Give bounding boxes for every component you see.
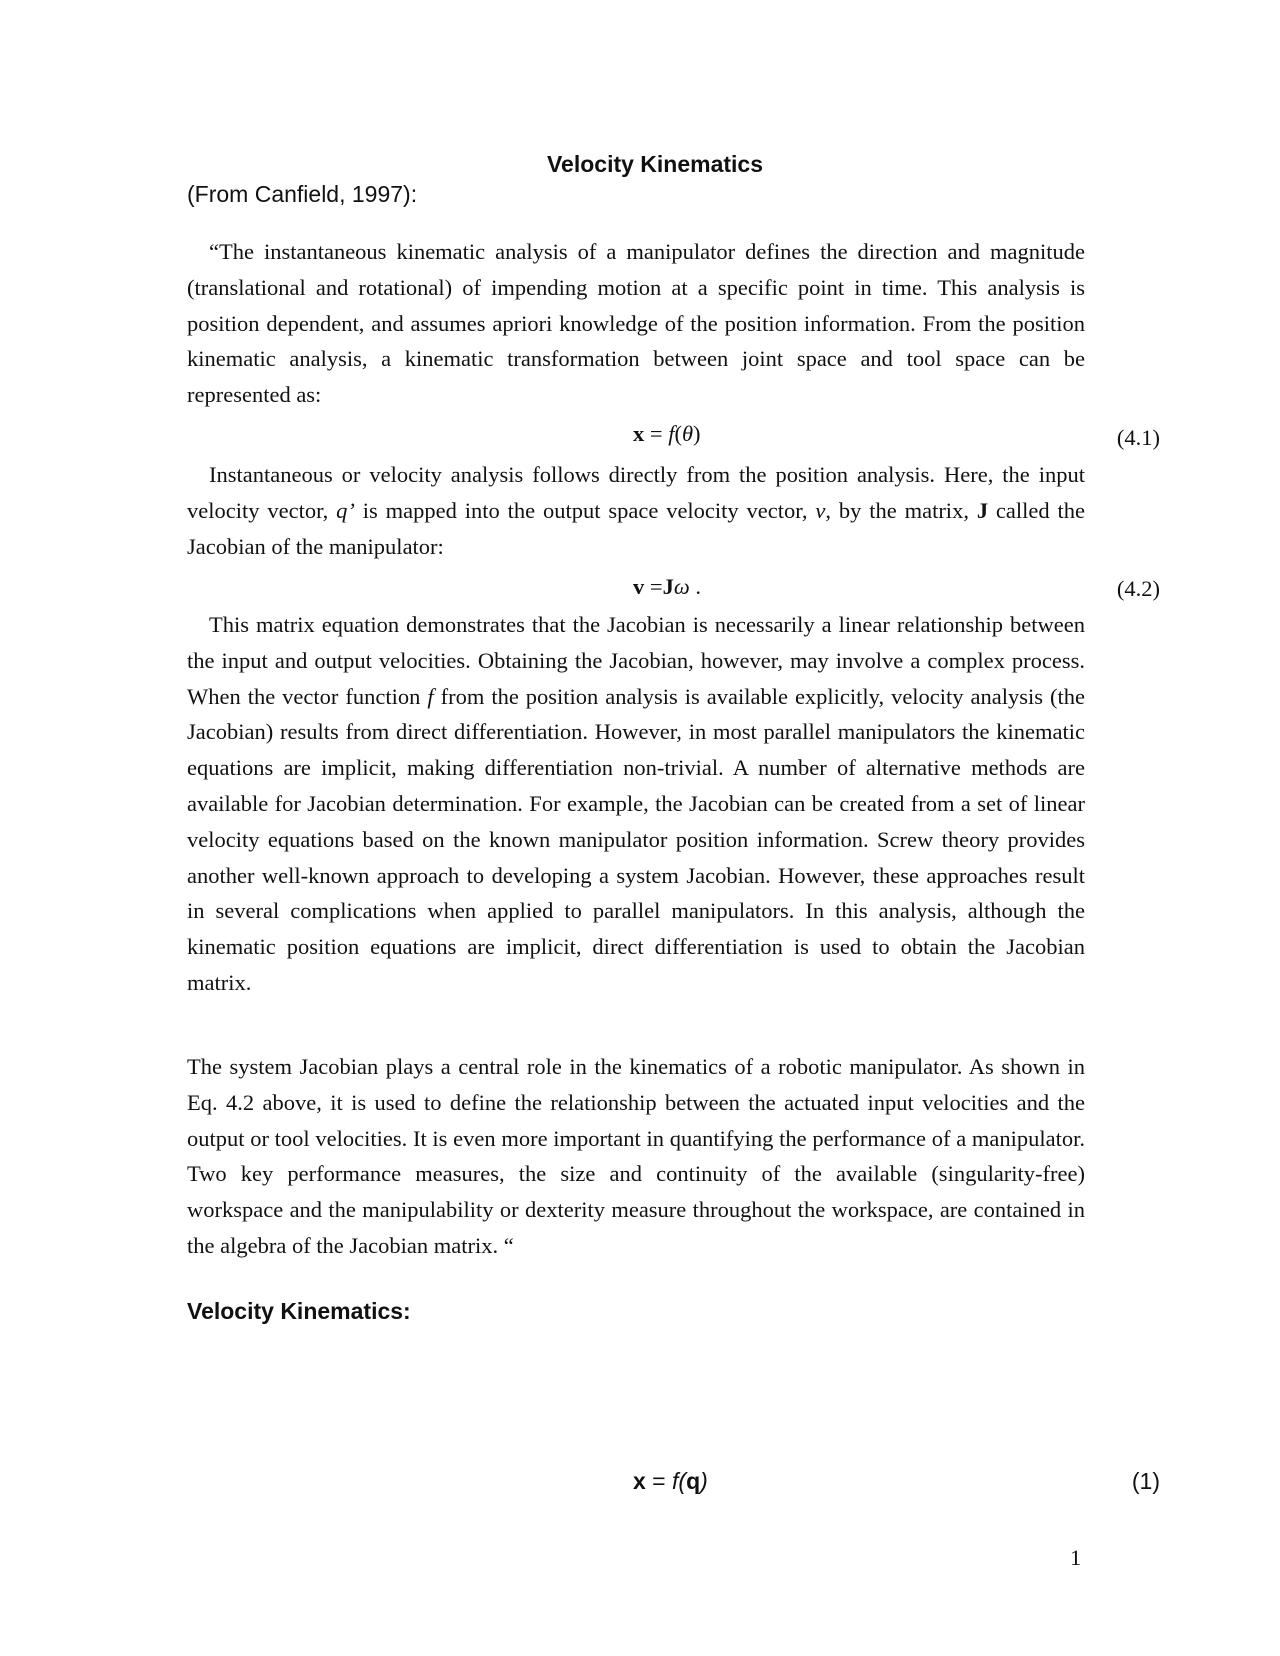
- eq2-end: .: [689, 574, 701, 599]
- equation-4-2: [633, 572, 701, 602]
- eq1-open: (: [674, 421, 682, 446]
- eq3-func: f(: [672, 1468, 687, 1494]
- p2-v: v: [815, 497, 826, 523]
- p2-part2: is mapped into the output space velocity vector,: [354, 497, 816, 523]
- p3-part1: This matrix equation demonstrates that the Jacobian is necessarily a linear relationship between the input and output velocities. Obtaining the Jacobian, however, may involve a complex process. When the vector function: [187, 612, 1085, 709]
- equation-4-2-number: (4.2): [1116, 576, 1160, 601]
- equation-4-1: [633, 419, 701, 449]
- paragraph-1: “The instantaneous kinematic analysis of a manipulator defines the direction and magnitude (translational and rotational) of impending motion at a specific point in time. This analysis is position dependent, and assumes apriori knowledge of the position information. From the position kinematic analysis, a kinematic transformation between joint space and tool space can be represented as:: [187, 239, 1085, 408]
- paragraph-4: The system Jacobian plays a central role in the kinematics of a robotic manipulator. As shown in Eq. 4.2 above, it is used to define the relationship between the actuated input velocities and the output or tool velocities. It is even more important in quantifying the performance of a manipulator. Two key performance measures, the size and continuity of the available (singularity-free) workspace and the manipulability or dexterity measure throughout the workspace, are contained in the algebra of the Jacobian matrix. “: [187, 1054, 1085, 1258]
- eq1-lhs: x: [633, 421, 645, 446]
- paragraph-2: [187, 457, 1085, 564]
- equation-1-number: (1): [1131, 1468, 1160, 1494]
- eq1-func: f: [668, 421, 675, 446]
- eq1-arg: θ: [681, 421, 694, 446]
- eq2-omega: ω: [673, 574, 690, 599]
- p2-part1: Instantaneous or velocity analysis follows directly from the position analysis. Here, the input velocity vector,: [187, 462, 1085, 523]
- eq1-close: ): [693, 421, 701, 446]
- p2-part3: , by the matrix,: [825, 497, 977, 523]
- p3-part2: from the position analysis is available explicitly, velocity analysis (the Jacobian) results from direct differentiation. However, in most parallel manipulators the kinematic equations are implicit, making differentiation non-trivial. A number of alternative methods are available for Jacobian determination. For example, the Jacobian can be created from a set of linear velocity equations based on the known manipulator position information. Screw theory provides another well-known approach to developing a system Jacobian. However, these approaches result in several complications when applied to parallel manipulators. In this analysis, although the kinematic position equations are implicit, direct differentiation is used to obtain the Jacobian matrix.: [187, 683, 1085, 995]
- paragraph-3: [187, 607, 1085, 1001]
- p3-f: f: [427, 683, 434, 709]
- page-number: 1: [1070, 1545, 1082, 1570]
- eq2-J: J: [662, 574, 674, 599]
- section-heading: Velocity Kinematics:: [187, 1298, 411, 1324]
- eq2-rel: =: [644, 574, 663, 599]
- eq3-close: ): [700, 1468, 708, 1494]
- p2-part4: called the Jacobian of the manipulator:: [187, 497, 1086, 559]
- eq1-rel: =: [644, 421, 669, 446]
- source-citation: (From Canfield, 1997):: [187, 181, 418, 207]
- eq3-lhs: x: [633, 1468, 646, 1494]
- p2-J: J: [976, 497, 989, 523]
- page-title: Velocity Kinematics: [546, 151, 764, 177]
- eq3-arg: q: [686, 1468, 701, 1494]
- eq2-lhs: v: [633, 574, 645, 599]
- equation-1: [633, 1466, 708, 1496]
- equation-4-1-number: (4.1): [1116, 425, 1160, 450]
- eq3-rel: =: [645, 1468, 673, 1494]
- p2-q: q’: [336, 497, 355, 523]
